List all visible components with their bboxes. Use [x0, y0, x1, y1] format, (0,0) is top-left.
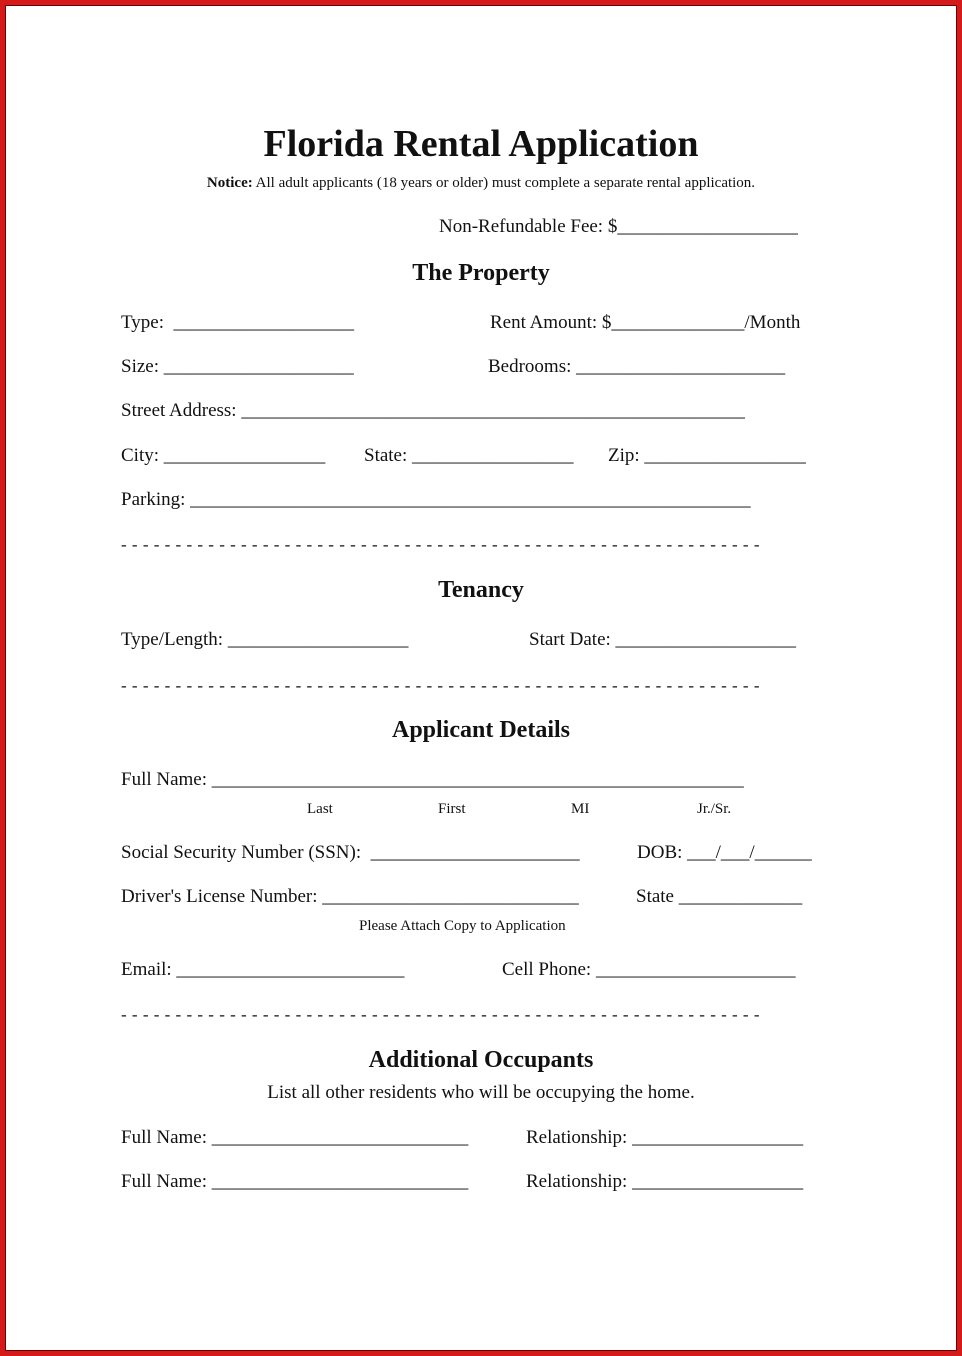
name-part-mi: MI: [571, 801, 590, 817]
full-name-field[interactable]: Full Name: ________________________________________________________: [121, 769, 744, 790]
parking-field[interactable]: Parking: ___________________________________________________________: [121, 489, 751, 510]
section-divider: - - - - - - - - - - - - - - - - - - - - - - - - - - - - - - - - - - - - - - - - - - - - - - - - - - - - - - - - - - -: [121, 535, 761, 554]
start-date-field[interactable]: Start Date: ___________________: [529, 629, 797, 650]
street-address-field[interactable]: Street Address: _____________________________________________________: [121, 400, 745, 421]
name-part-first: First: [438, 801, 466, 817]
tenancy-heading: Tenancy: [438, 577, 524, 603]
type-length-field[interactable]: Type/Length: ___________________: [121, 629, 409, 650]
occupant-name-field[interactable]: Full Name: ___________________________: [121, 1127, 469, 1148]
occupants-instruction: List all other residents who will be occupying the home.: [267, 1082, 695, 1103]
property-type-field[interactable]: Type: ___________________: [121, 312, 354, 333]
non-refundable-fee-field[interactable]: Non-Refundable Fee: $___________________: [439, 216, 798, 237]
ssn-field[interactable]: Social Security Number (SSN): ______________________: [121, 842, 580, 863]
rent-amount-field[interactable]: Rent Amount: $______________/Month: [490, 312, 801, 333]
occupant-relationship-field[interactable]: Relationship: __________________: [526, 1171, 804, 1192]
attach-copy-note: Please Attach Copy to Application: [359, 918, 566, 934]
state-field[interactable]: State: _________________: [364, 445, 574, 466]
occupant-name-field[interactable]: Full Name: ___________________________: [121, 1171, 469, 1192]
license-state-field[interactable]: State _____________: [636, 886, 803, 907]
city-field[interactable]: City: _________________: [121, 445, 326, 466]
name-part-last: Last: [307, 801, 333, 817]
bedrooms-field[interactable]: Bedrooms: ______________________: [488, 356, 786, 377]
email-field[interactable]: Email: ________________________: [121, 959, 405, 980]
form-title: Florida Rental Application: [263, 123, 699, 165]
property-heading: The Property: [412, 260, 550, 286]
occupants-heading: Additional Occupants: [368, 1047, 594, 1073]
zip-field[interactable]: Zip: _________________: [608, 445, 806, 466]
cell-phone-field[interactable]: Cell Phone: _____________________: [502, 959, 796, 980]
size-field[interactable]: Size: ____________________: [121, 356, 354, 377]
section-divider: - - - - - - - - - - - - - - - - - - - - - - - - - - - - - - - - - - - - - - - - - - - - - - - - - - - - - - - - - - -: [121, 676, 761, 695]
notice: [0, 175, 962, 192]
drivers-license-field[interactable]: Driver's License Number: ___________________________: [121, 886, 579, 907]
name-part-suffix: Jr./Sr.: [697, 801, 732, 817]
occupant-relationship-field[interactable]: Relationship: __________________: [526, 1127, 804, 1148]
section-divider: - - - - - - - - - - - - - - - - - - - - - - - - - - - - - - - - - - - - - - - - - - - - - - - - - - - - - - - - - - -: [121, 1005, 761, 1024]
notice-label: Notice:: [206, 175, 253, 191]
dob-field[interactable]: DOB: ___/___/______: [637, 842, 812, 863]
applicant-heading: Applicant Details: [391, 717, 570, 743]
notice-text: All adult applicants (18 years or older) must complete a separate rental application.: [252, 175, 756, 191]
